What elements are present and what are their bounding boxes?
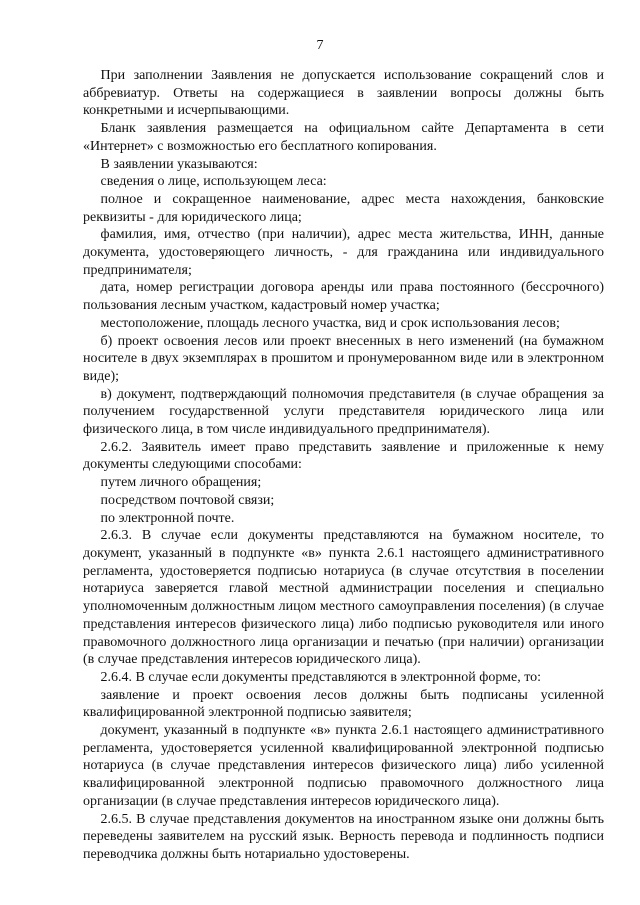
paragraph-electronic-signature: заявление и проект освоения лесов должны быть подписаны усиленной квалифицированной электронной подписью заявителя; — [83, 687, 604, 721]
paragraph-lease-registration: дата, номер регистрации договора аренды или права постоянного (бессрочного) пользования лесным участком, кадастровый номер участка; — [83, 280, 604, 314]
paragraph-form-published: Бланк заявления размещается на официальном сайте Департамента в сети «Интернет» с возможностью его бесплатного копирования. — [83, 121, 604, 154]
paragraph-2-6-2: 2.6.2. Заявитель имеет право представить заявление и приложенные к нему документы следующими способами: — [83, 439, 604, 473]
paragraph-email: по электронной почте. — [100, 510, 235, 526]
paragraph-location-area: местоположение, площадь лесного участка, вид и срок использования лесов; — [100, 315, 560, 331]
paragraph-no-abbreviations: При заполнении Заявления не допускается использование сокращений слов и аббревиатур. Ответы на содержащиеся в заявлении вопросы должны быть конкретными и исчерпывающими. — [83, 68, 604, 119]
paragraph-citizen: фамилия, имя, отчество (при наличии), адрес места жительства, ИНН, данные документа, удостоверяющего личность, - для гражданина или индивидуального предпринимателя; — [83, 227, 604, 278]
paragraph-legal-entity: полное и сокращенное наименование, адрес места нахождения, банковские реквизиты - для юридического лица; — [83, 191, 604, 225]
paragraph-2-6-5: 2.6.5. В случае представления документов на иностранном языке они должны быть переведены заявителем на русский язык. Верность перевода и подлинность подписи переводчика должны быть нотариально удостоверены. — [83, 811, 604, 862]
document-body — [83, 67, 604, 864]
paragraph-2-6-3: 2.6.3. В случае если документы представляются на бумажном носителе, то документ, указанный в подпункте «в» пункта 2.6.1 настоящего административного регламента, удостоверяется подписью нотариуса (в случае отсутствия в поселении нотариуса заверяется главой местной администрации поселения и специально уполномоченным должностным лицом местного самоуправления поселения) (в случае представления интересов физического лица) либо подписью руководителя или иного правомочного должностного лица организации и печатью (при наличии) организации (в случае представления интересов юридического лица). — [83, 528, 604, 668]
paragraph-item-b: б) проект освоения лесов или проект внесенных в него изменений (на бумажном носителе в двух экземплярах в прошитом и пронумерованном виде или в электронном виде); — [83, 333, 604, 384]
paragraph-postal: посредством почтовой связи; — [100, 492, 275, 508]
paragraph-application-contents: В заявлении указываются: — [100, 156, 258, 172]
page-number: 7 — [316, 38, 324, 53]
paragraph-item-v: в) документ, подтверждающий полномочия представителя (в случае обращения за получением государственной услуги представителя юридического лица или физического лица, в том числе индивидуального предпринимателя). — [83, 386, 604, 438]
paragraph-2-6-4: 2.6.4. В случае если документы представляются в электронной форме, то: — [100, 669, 542, 685]
paragraph-document-v-signature: документ, указанный в подпункте «в» пункта 2.6.1 настоящего административного регламента, удостоверяется усиленной квалифицированной электронной подписью нотариуса (в случае представления интересов физического лица) либо усиленной квалифицированной электронной подписью правомочного должностного лица организации (в случае представления интересов юридического лица). — [83, 723, 604, 809]
paragraph-personal-visit: путем личного обращения; — [100, 475, 262, 491]
paragraph-forest-user-info: сведения о лице, использующем леса: — [100, 174, 327, 190]
